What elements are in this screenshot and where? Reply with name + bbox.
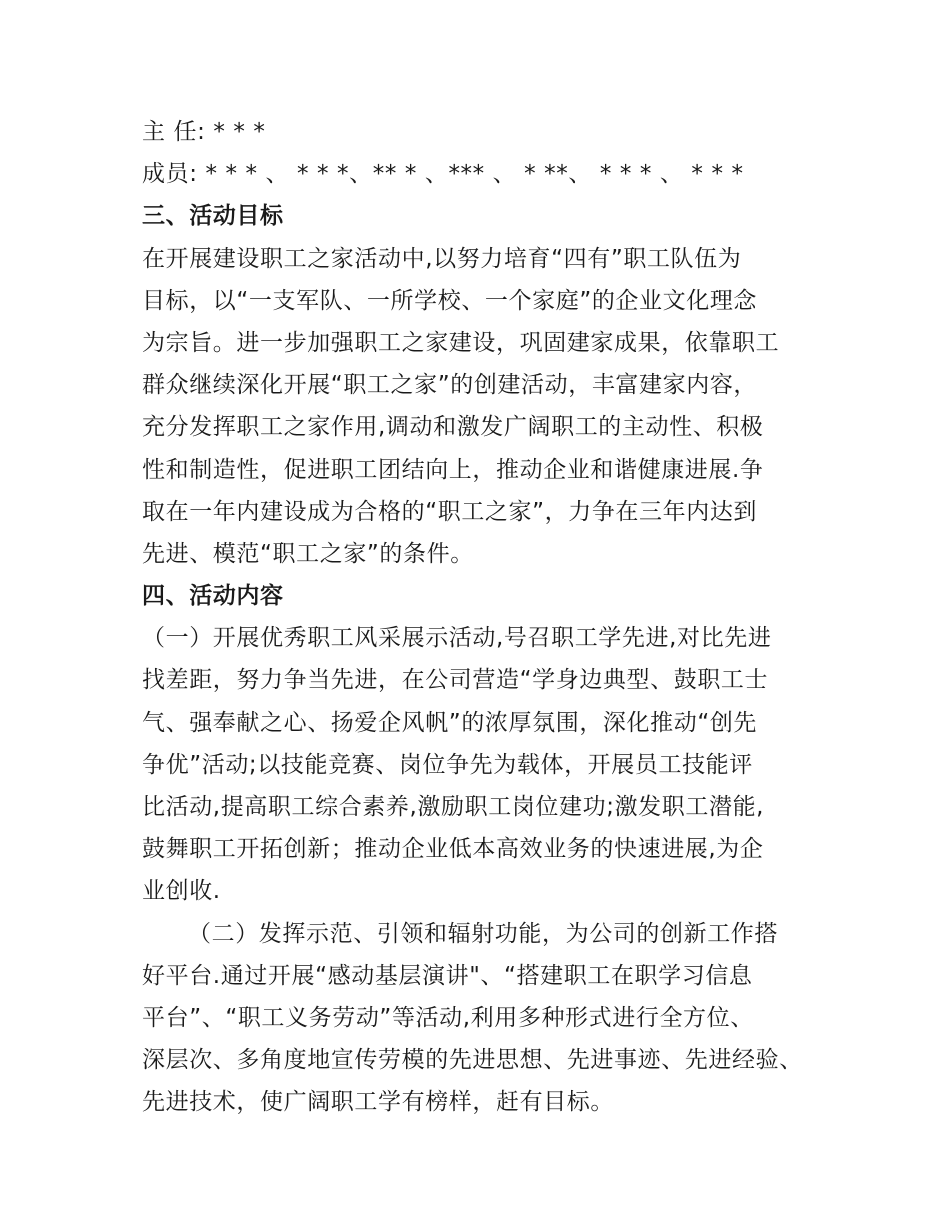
paragraph-line: 平台”、“职工义务劳动”等活动,利用多种形式进行全方位、 xyxy=(142,1004,754,1031)
director-line: 主 任: * * * xyxy=(142,119,266,145)
paragraph-line: 性和制造性，促进职工团结向上，推动企业和谐健康进展.争 xyxy=(142,456,764,483)
paragraph-line: 找差距，努力争当先进，在公司营造“学身边典型、鼓职工士 xyxy=(142,667,769,694)
paragraph-line: 为宗旨。进一步加强职工之家建设，巩固建家成果，依靠职工 xyxy=(142,329,780,356)
paragraph-line: 先进技术，使广阔职工学有榜样，赶有目标。 xyxy=(142,1089,614,1116)
paragraph-line: 争优”活动;以技能竞赛、岗位争先为载体，开展员工技能评 xyxy=(142,751,753,778)
paragraph-line: （一）开展优秀职工风采展示活动,号召职工学先进,对比先进 xyxy=(142,625,772,652)
paragraph-line: 取在一年内建设成为合格的“职工之家”，力争在三年内达到 xyxy=(142,498,758,525)
section-heading-goals: 三、活动目标 xyxy=(142,203,284,230)
members-line: 成员: * * * 、 * * *、** * 、*** 、 * **、 * * * 、 * * * xyxy=(142,161,744,188)
paragraph-line: 在开展建设职工之家活动中,以努力培育“四有”职工队伍为 xyxy=(142,245,742,272)
paragraph-line: 业创收. xyxy=(142,878,221,905)
paragraph-line: 鼓舞职工开拓创新；推动企业低本高效业务的快速进展,为企 xyxy=(142,836,764,863)
paragraph-line: 气、强奉献之心、扬爱企风帆”的浓厚氛围，深化推动“创先 xyxy=(142,709,758,736)
paragraph-line: 充分发挥职工之家作用,调动和激发广阔职工的主动性、积极 xyxy=(142,414,764,441)
paragraph-line: 比活动,提高职工综合素养,激励职工岗位建功;激发职工潜能, xyxy=(142,794,765,820)
document-body xyxy=(142,111,814,1124)
paragraph-line: 先进、模范“职工之家”的条件。 xyxy=(142,540,474,567)
paragraph-line: 群众继续深化开展“职工之家”的创建活动，丰富建家内容， xyxy=(142,372,758,399)
section-heading-content: 四、活动内容 xyxy=(142,583,284,610)
paragraph-line: （二）发挥示范、引领和辐射功能，为公司的创新工作搭 xyxy=(188,920,778,947)
paragraph-line: 目标，以“一支军队、一所学校、一个家庭”的企业文化理念 xyxy=(142,287,758,314)
paragraph-line: 好平台.通过开展“感动基层演讲"、“搭建职工在职学习信息 xyxy=(142,962,753,989)
paragraph-line: 深层次、多角度地宣传劳模的先进思想、先进事迹、先进经验、 xyxy=(142,1047,803,1074)
